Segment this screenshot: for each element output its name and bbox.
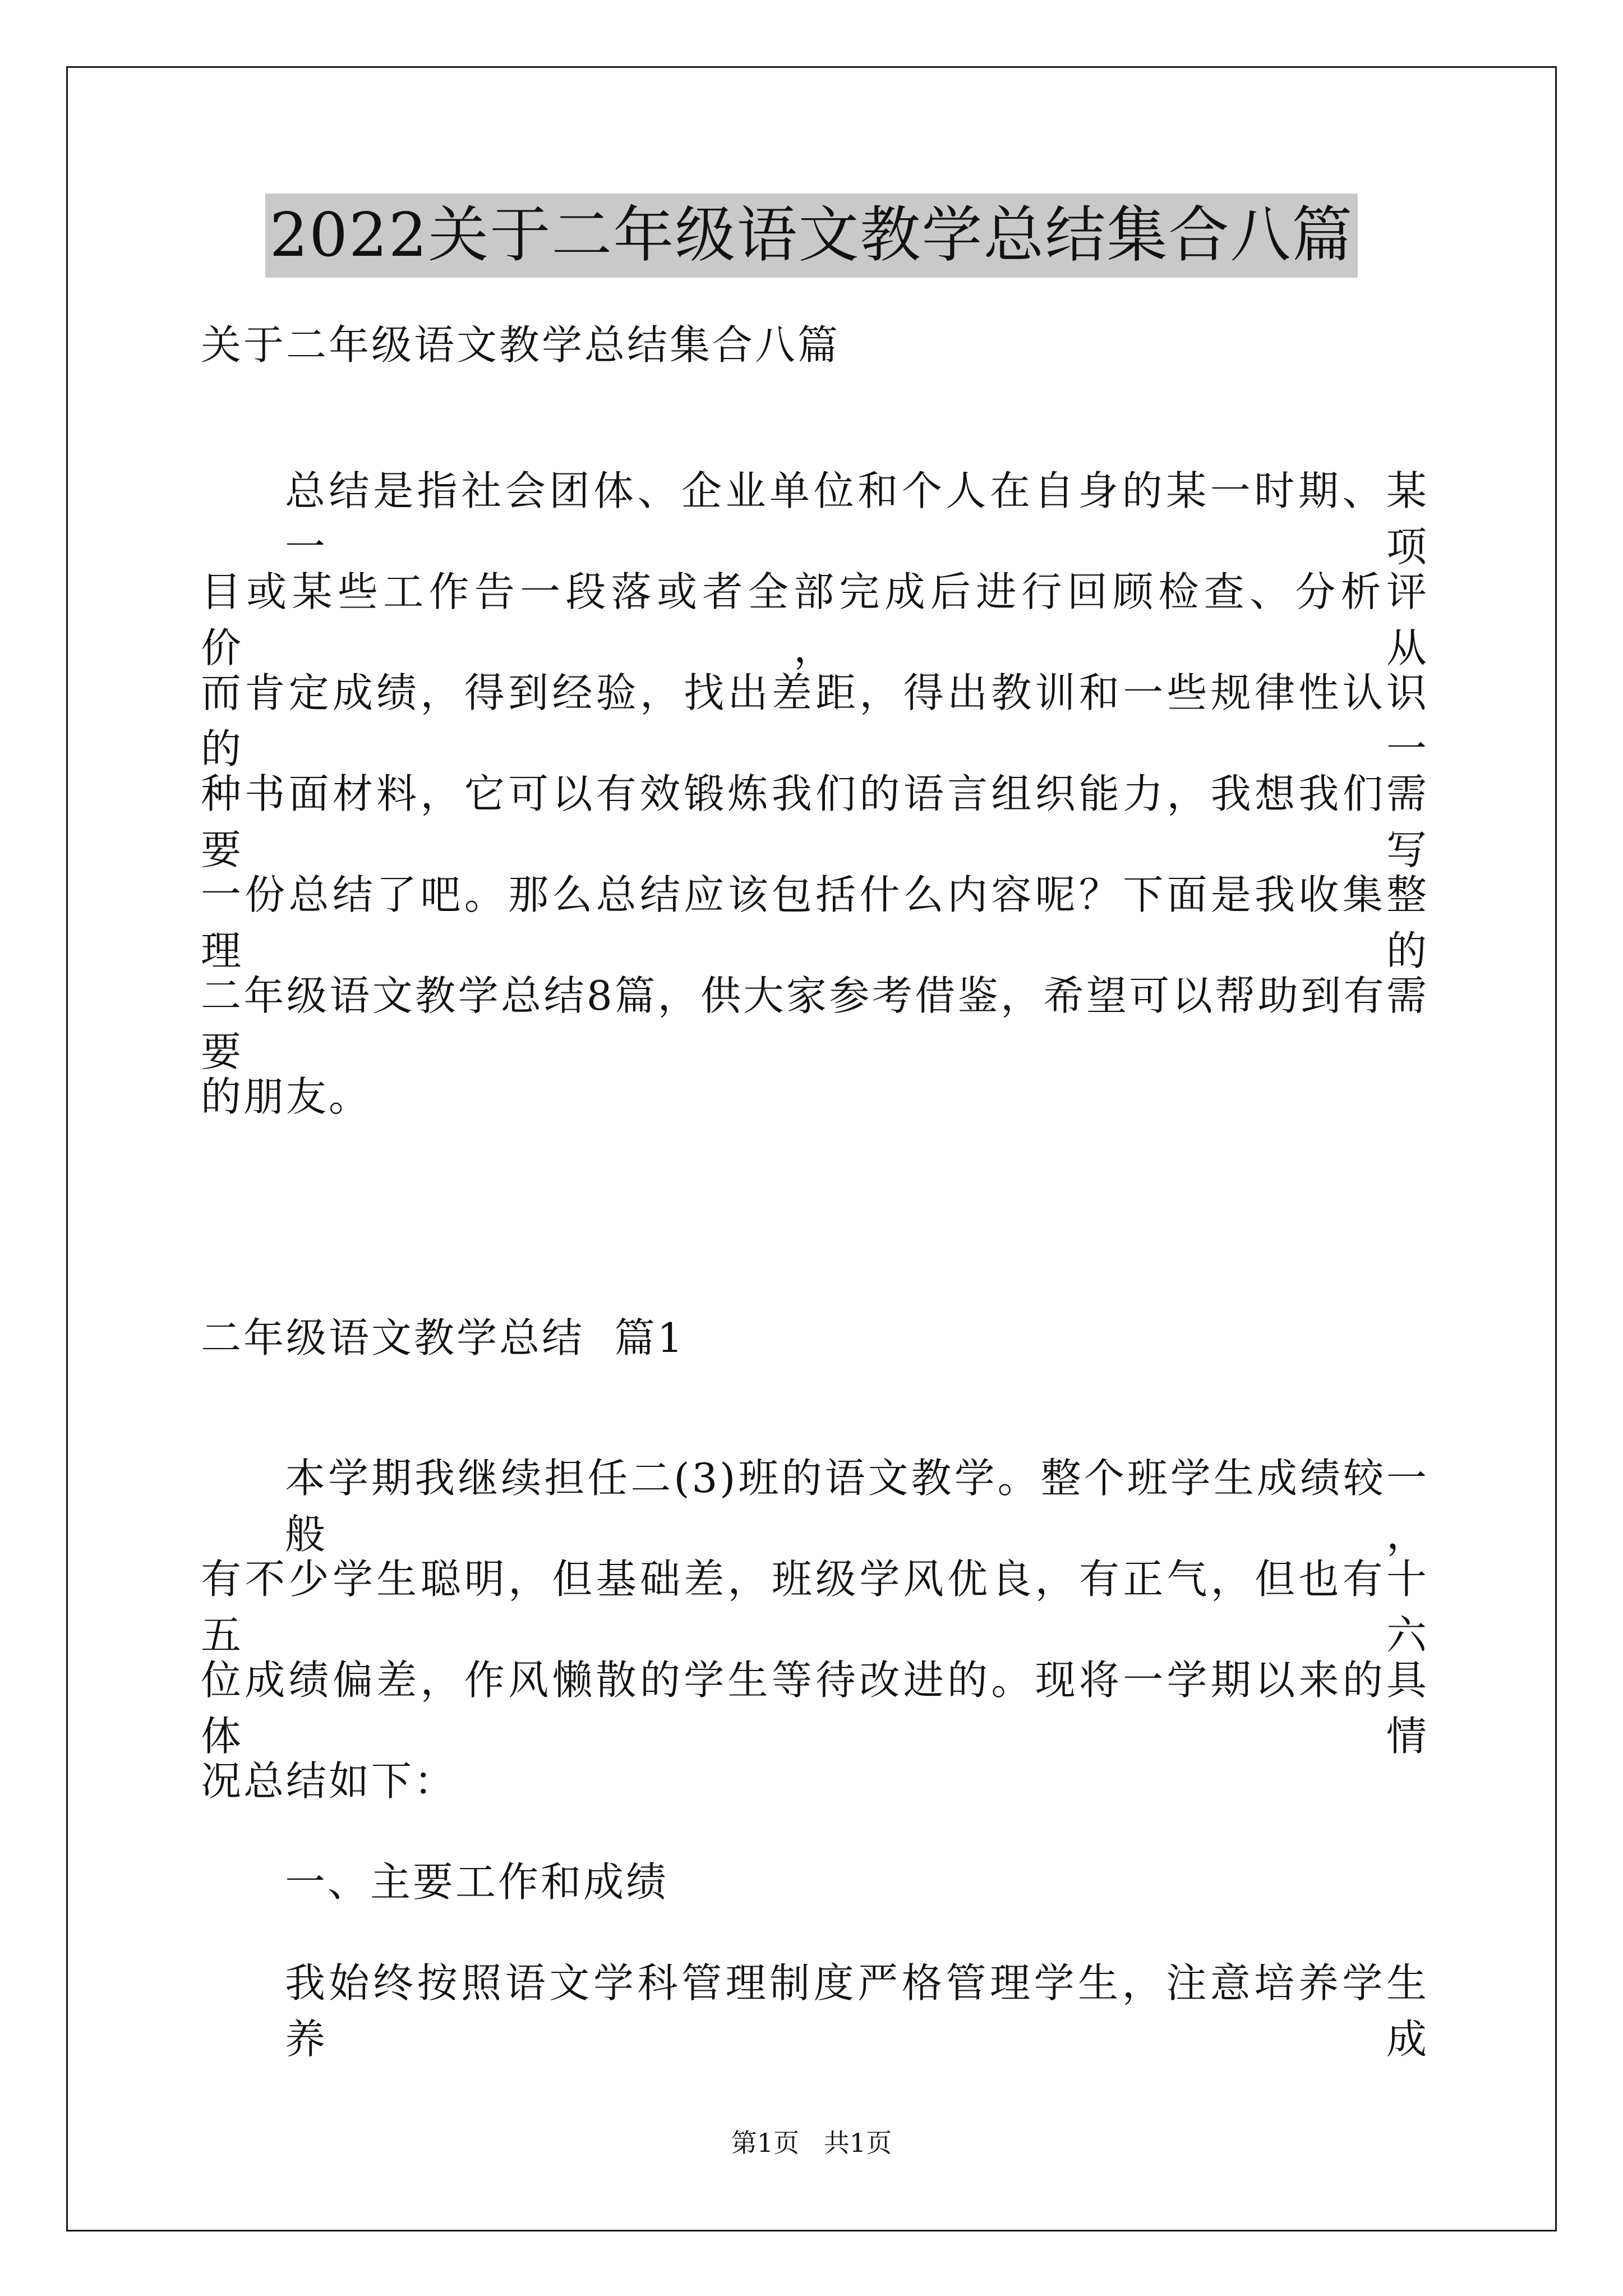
document-subtitle: 关于二年级语文教学总结集合八篇 [201, 321, 841, 369]
section-line-2: 有不少学生聪明，但基础差，班级学风优良，有正气，但也有十五六 [201, 1556, 1429, 1659]
page-footer [0, 2126, 1623, 2160]
section-line-1: 本学期我继续担任二(3)班的语文教学。整个班学生成绩较一般， [285, 1455, 1429, 1558]
body-last-line: 我始终按照语文学科管理制度严格管理学生，注意培养学生养成 [285, 1959, 1429, 2063]
title-container [0, 194, 1623, 278]
intro-line-5: 一份总结了吧。那么总结应该包括什么内容呢？下面是我收集整理的 [201, 871, 1429, 974]
intro-line-7: 的朋友。 [201, 1073, 372, 1120]
section-heading: 二年级语文教学总结 篇1 [201, 1314, 685, 1361]
section-line-3: 位成绩偏差，作风懒散的学生等待改进的。现将一学期以来的具体情 [201, 1657, 1429, 1760]
intro-line-4: 种书面材料，它可以有效锻炼我们的语言组织能力，我想我们需要写 [201, 770, 1429, 873]
intro-line-2: 目或某些工作告一段落或者全部完成后进行回顾检查、分析评价，从 [201, 568, 1429, 671]
section-line-4: 况总结如下： [201, 1757, 457, 1805]
intro-line-1: 总结是指社会团体、企业单位和个人在自身的某一时期、某一项 [285, 467, 1429, 570]
page-number: 第1页 共1页 [731, 2128, 892, 2158]
document-title: 2022关于二年级语文教学总结集合八篇 [265, 194, 1358, 278]
intro-line-6: 二年级语文教学总结8篇，供大家参考借鉴，希望可以帮助到有需要 [201, 972, 1429, 1075]
subheading: 一、主要工作和成绩 [285, 1858, 669, 1906]
intro-line-3: 而肯定成绩，得到经验，找出差距，得出教训和一些规律性认识的一 [201, 669, 1429, 772]
